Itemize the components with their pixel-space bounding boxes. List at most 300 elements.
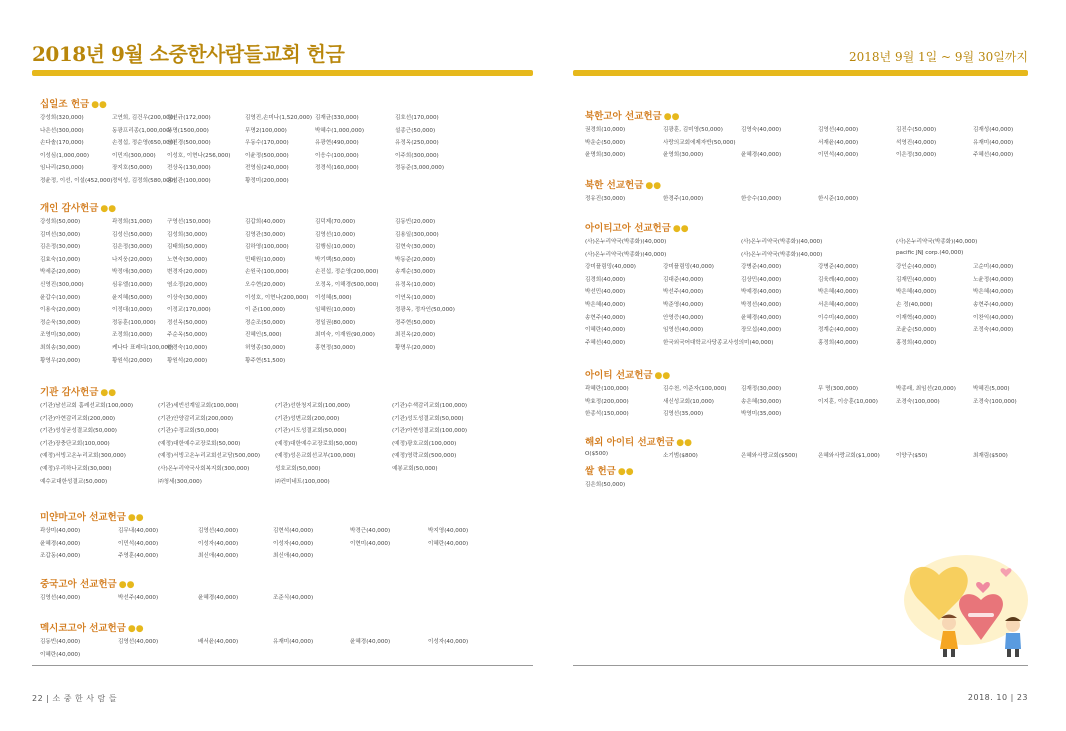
donor-entry: O($500)	[585, 451, 609, 457]
donor-entry: 박운순(50,000)	[585, 139, 626, 146]
donor-entry: 조갑동(40,000)	[40, 553, 81, 560]
donor-entry: 박정애(30,000)	[112, 269, 153, 276]
donor-entry: 김덕제(70,000)	[315, 219, 356, 225]
donor-entry: 박혜수(1,000,000)	[315, 127, 365, 134]
donor-row	[585, 250, 1028, 263]
donor-entry: 박정선(40,000)	[741, 301, 782, 308]
donor-entry: 황주현(51,500)	[245, 357, 286, 364]
donor-row	[40, 356, 533, 369]
donation-section	[40, 620, 533, 662]
donor-entry: 소기범($800)	[663, 453, 698, 459]
donor-entry: 이성심(1,000,000)	[40, 152, 90, 159]
donor-entry: 김영선(40,000)	[40, 595, 81, 601]
donor-entry: (예정)대한예수교장로회(50,000)	[275, 440, 358, 447]
donor-row	[40, 650, 533, 663]
section-title: 십일조 헌금 ●●	[40, 99, 107, 110]
donor-entry: 이정대(10,000)	[112, 307, 153, 314]
section-title: 멕시코고아 선교헌금 ●●	[40, 623, 144, 634]
donor-entry: (기관)남선교회 홈레선교회(100,000)	[40, 403, 134, 409]
donor-entry: 은혜와사랑교회($500)	[741, 453, 798, 459]
donor-row	[40, 330, 533, 343]
donor-entry: 케나다 표레디(100,000)	[112, 344, 174, 351]
donor-entry: 김용일(300,000)	[395, 231, 439, 238]
donor-entry: 홍정희(40,000)	[896, 339, 937, 346]
donor-entry: 정순욱(30,000)	[40, 319, 81, 326]
donor-entry: 박효정(200,000)	[585, 398, 629, 405]
donor-entry: 장모섭(40,000)	[741, 327, 782, 334]
donor-entry: 박선주(40,000)	[118, 595, 159, 601]
donor-entry: 허영종(30,000)	[245, 344, 286, 351]
donor-entry: 변경자(20,000)	[167, 269, 208, 276]
donor-entry: 석영진(40,000)	[896, 139, 937, 146]
donation-section	[40, 96, 533, 189]
donor-entry: 임혜원(10,000)	[315, 307, 356, 314]
donor-row	[40, 464, 533, 477]
donor-row	[585, 409, 1028, 422]
donor-entry: 최희송(30,000)	[40, 344, 81, 351]
donor-entry: 박혜진(5,000)	[973, 386, 1010, 392]
donor-entry: 이주희(300,000)	[395, 152, 439, 159]
donor-entry: 박종래, 최임선(20,000)	[896, 386, 956, 392]
section-title: 북한고아 선교헌금 ●●	[585, 111, 680, 122]
donor-entry: 김현석(40,000)	[273, 528, 314, 534]
donor-entry: 김재성(40,000)	[973, 127, 1014, 133]
donor-entry: 이성호, 이현나(200,000)	[245, 294, 309, 301]
donor-entry: (예정)서빙고온누리교회선교담(500,000)	[158, 453, 261, 460]
donor-entry: 김진수(50,000)	[896, 127, 937, 133]
donor-entry: 신진경(500,000)	[167, 140, 211, 147]
donor-entry: 박은혜(40,000)	[585, 301, 626, 308]
donor-entry: 김은정(30,000)	[112, 244, 153, 251]
donor-entry: 강인순(40,000)	[896, 264, 937, 271]
donor-entry: 정유진(30,000)	[585, 196, 626, 202]
donor-entry: 송계순(30,000)	[395, 269, 436, 276]
donor-entry: 유정옥(250,000)	[395, 140, 439, 147]
donor-entry: (사)온누리약국사회복지회(300,000)	[158, 465, 250, 472]
donor-row	[40, 255, 533, 268]
donor-entry: 이상숙(30,000)	[167, 294, 208, 301]
donor-entry: 정윤정, 이선, 이설(452,000)	[40, 177, 113, 184]
donor-entry: (예정)서빙고온누리교회(300,000)	[40, 453, 126, 460]
section-title: 쌀 헌금 ●●	[585, 466, 634, 477]
donor-entry: 김영진,손미나(1,520,000)	[245, 115, 313, 121]
donor-entry: pacific JNJ corp.(40,000)	[896, 249, 964, 256]
donor-entry: 최재림($500)	[973, 453, 1008, 459]
donor-entry: 김영숙(40,000)	[741, 127, 782, 133]
donor-entry: 주혜선(40,000)	[585, 339, 626, 346]
donor-row	[40, 426, 533, 439]
donor-entry: 성호교회(50,000)	[275, 465, 321, 472]
donor-entry: 무 명(300,000)	[818, 386, 859, 392]
donor-entry: 유정옥(10,000)	[395, 281, 436, 288]
donor-entry: 이성자(40,000)	[428, 639, 469, 645]
donor-row	[585, 262, 1028, 275]
donor-entry: 황영우(20,000)	[40, 357, 81, 364]
donor-entry: 염소정(20,000)	[167, 281, 208, 288]
donor-entry: 민태원(10,000)	[245, 256, 286, 263]
donor-entry: 정일권(80,000)	[315, 319, 356, 326]
donor-entry: 주영훈(40,000)	[118, 553, 159, 560]
donor-entry: (기관)시도성결교회(50,000)	[275, 428, 347, 435]
donor-entry: 유광현(490,000)	[315, 140, 359, 147]
donor-entry: 정경석(160,000)	[315, 165, 359, 172]
donor-entry: 강성희(50,000)	[40, 219, 81, 225]
donor-entry: (기관)수정교회(50,000)	[158, 428, 219, 435]
donor-entry: 김영관(30,000)	[245, 231, 286, 238]
donor-entry: 김은희(50,000)	[585, 482, 626, 488]
section-title: 북한 선교헌금 ●●	[585, 180, 662, 191]
donor-entry: 이양구($50)	[896, 453, 928, 459]
donor-entry: 최미숙, 이재원(90,000)	[315, 332, 375, 339]
donation-section	[40, 384, 533, 489]
donor-entry: 박은혜(40,000)	[896, 289, 937, 296]
donor-entry: 박선주(40,000)	[663, 289, 704, 296]
donor-entry: 진혜인(5,000)	[245, 332, 282, 339]
donor-entry: 조정희(10,000)	[112, 332, 153, 339]
donor-entry: 손다솔(170,000)	[40, 140, 84, 147]
donor-entry: 곽정희(31,000)	[112, 219, 153, 225]
donor-entry: 손원국(100,000)	[245, 269, 289, 276]
donor-row	[585, 397, 1028, 410]
donor-entry: (기관)아현감리교회(200,000)	[40, 415, 116, 422]
donor-row	[585, 237, 1028, 250]
donor-entry: 무명2(100,000)	[245, 127, 287, 134]
donor-row	[40, 305, 533, 318]
donor-entry: 박은혜(40,000)	[818, 289, 859, 296]
heart-children-illustration	[891, 545, 1041, 660]
donor-entry: 김갑희(40,000)	[245, 219, 286, 225]
donor-entry: 안영증(40,000)	[663, 314, 704, 321]
section-title: 해외 아이티 선교헌금 ●●	[585, 437, 692, 448]
donor-entry: 이응수(100,000)	[315, 152, 359, 159]
donor-entry: 한국외국어대학교사당종교사성의미(40,000)	[663, 339, 774, 346]
donor-entry: 최신애(40,000)	[198, 553, 239, 560]
donor-entry: 한경숙(10,000)	[167, 344, 208, 351]
donor-entry: (기관)선한청지교회(100,000)	[275, 403, 351, 409]
donation-section	[585, 220, 1028, 350]
donor-entry: 박준영(40,000)	[663, 301, 704, 308]
section-title: 아이티고아 선교헌금 ●●	[585, 223, 689, 234]
donor-entry: 유재미(40,000)	[273, 639, 314, 645]
donor-row	[585, 138, 1028, 151]
donor-row	[585, 325, 1028, 338]
donor-row	[585, 384, 1028, 397]
donor-entry: 김재정(30,000)	[741, 386, 782, 392]
title-bar	[573, 70, 1028, 76]
donor-entry: 이은정(30,000)	[896, 152, 937, 159]
donation-section	[40, 200, 533, 368]
donor-entry: 박동준(20,000)	[395, 256, 436, 263]
donor-row	[585, 287, 1028, 300]
donor-entry: 이연옥(10,000)	[395, 294, 436, 301]
donor-entry: 박선민(40,000)	[585, 289, 626, 296]
donor-entry: 김호선(170,000)	[395, 115, 439, 121]
donor-entry: (기관)아현성결교회(100,000)	[392, 428, 468, 435]
donor-entry: ㈜청세(300,000)	[158, 478, 202, 485]
donor-entry: 이혜란(40,000)	[40, 651, 81, 658]
donation-section	[585, 463, 1028, 493]
donor-entry: 김성희(30,000)	[167, 231, 208, 238]
donor-entry: 김재민(40,000)	[896, 276, 937, 283]
donor-entry: 김영선(40,000)	[118, 639, 159, 645]
donor-entry: 황명우(20,000)	[395, 344, 436, 351]
bullet-dots-icon: ●●	[663, 112, 680, 122]
donor-entry: 이수미(40,000)	[818, 314, 859, 321]
donor-entry: 윤혜경(40,000)	[741, 152, 782, 159]
donor-entry: 김동빈(40,000)	[40, 639, 81, 645]
section-title: 중국고아 선교헌금 ●●	[40, 579, 135, 590]
donor-entry: 정동훈(100,000)	[112, 319, 156, 326]
donor-entry: 정주현(50,000)	[395, 319, 436, 326]
donor-row	[40, 280, 533, 293]
donor-entry: 장지호(50,000)	[112, 165, 153, 172]
bullet-dots-icon: ●●	[91, 100, 107, 110]
donor-row	[40, 163, 533, 176]
donor-entry: 강미플림밍(40,000)	[663, 264, 714, 271]
donor-entry: 한경주(10,000)	[663, 196, 704, 202]
donor-entry: 황원석(20,000)	[167, 357, 208, 364]
donor-entry: 최신애(40,000)	[273, 553, 314, 560]
donor-row	[585, 480, 1028, 493]
donor-row	[40, 267, 533, 280]
donor-entry: 박지영(40,000)	[428, 528, 469, 534]
donor-entry: 김선규(172,000)	[167, 115, 211, 121]
bullet-dots-icon: ●●	[676, 438, 692, 448]
donor-entry: 구영선(150,000)	[167, 219, 211, 225]
donor-entry: 김육례(40,000)	[818, 276, 859, 283]
page-footer-left: 22 | 소 중 한 사 람 들	[32, 694, 118, 703]
donor-entry: 강성희(320,000)	[40, 115, 84, 121]
donor-row	[40, 451, 533, 464]
donor-entry: (사)온누리약국(박종화)(40,000)	[741, 251, 823, 258]
donor-entry: 곽혜란(100,000)	[585, 386, 629, 392]
donor-row	[585, 300, 1028, 313]
donor-entry: 강미플림밍(40,000)	[585, 264, 636, 271]
donor-entry: 김동빈(20,000)	[395, 219, 436, 225]
donor-entry: 조준식(40,000)	[273, 595, 314, 601]
donor-entry: 조윤순(50,000)	[896, 327, 937, 334]
donor-entry: 이현미(40,000)	[350, 540, 391, 547]
donor-entry: 강병준(40,000)	[818, 264, 859, 271]
date-range: 2018년 9월 1일 ~ 9월 30일까지	[849, 50, 1028, 64]
donor-entry: 김무내(40,000)	[118, 528, 159, 534]
donor-entry: (사)온누리약국(박종화)(40,000)	[896, 239, 978, 245]
donor-entry: (예정)성은교회선교부(100,000)	[275, 453, 356, 460]
section-title: 미얀마고아 선교헌금 ●●	[40, 512, 144, 523]
donor-entry: (예정)광호교회(100,000)	[392, 440, 457, 447]
donor-entry: 오정옥, 이해경(500,000)	[315, 281, 379, 288]
donor-entry: 이재혁(40,000)	[896, 314, 937, 321]
donor-entry: (사)온누리약국(박종화)(40,000)	[741, 239, 823, 245]
donor-row	[40, 477, 533, 490]
donor-entry: 나은선(300,000)	[40, 127, 84, 134]
donor-entry: 윤혜경(40,000)	[350, 639, 391, 645]
donor-entry: 설종근(50,000)	[395, 127, 436, 134]
donor-entry: 윤영희(30,000)	[663, 152, 704, 159]
donor-row	[585, 451, 1028, 464]
bullet-dots-icon: ●●	[617, 467, 634, 477]
donor-entry: (기관)성도성결교회(50,000)	[392, 415, 464, 422]
donor-entry: 최진옥(20,000)	[395, 332, 436, 339]
donor-entry: 이용숙(20,000)	[40, 307, 81, 314]
donor-entry: 이민석(40,000)	[118, 540, 159, 547]
donor-entry: (예정)영락교회(500,000)	[392, 453, 457, 460]
donor-entry: 이지훈, 이승훈(10,000)	[818, 398, 878, 405]
donor-entry: 홍성관(100,000)	[167, 177, 211, 184]
donor-entry: 황원석(20,000)	[112, 357, 153, 364]
donor-row	[40, 526, 533, 539]
donor-row	[40, 293, 533, 306]
donor-row	[585, 338, 1028, 351]
donor-entry: 전상옥(130,000)	[167, 165, 211, 172]
donor-entry: (예정)우리하나교회(30,000)	[40, 465, 112, 472]
donor-row	[40, 593, 533, 606]
donor-entry: ㈜컨미네트(100,000)	[275, 478, 330, 485]
donor-entry: 이성혜(5,000)	[315, 294, 352, 301]
donor-entry: 정광옥, 정자인(50,000)	[395, 307, 455, 314]
donor-row	[585, 275, 1028, 288]
bullet-dots-icon: ●●	[118, 580, 135, 590]
donation-section	[585, 434, 1028, 464]
donor-entry: 예수교대한성결교(50,000)	[40, 478, 108, 485]
donor-entry: 한종석(150,000)	[585, 411, 629, 418]
donor-entry: (기관)수색감리교회(100,000)	[392, 403, 468, 409]
donor-entry: 김미선(30,000)	[40, 231, 81, 238]
donor-entry: 주순옥(50,000)	[167, 332, 208, 339]
donor-entry: 나지웅(20,000)	[112, 256, 153, 263]
donor-entry: 김은정(30,000)	[40, 244, 81, 251]
donor-entry: 윤명희(30,000)	[585, 152, 626, 159]
donor-entry: 서은혜(40,000)	[818, 301, 859, 308]
donor-row	[585, 125, 1028, 138]
donation-section	[40, 509, 533, 564]
donor-entry: (기관)세빈선계일교회(100,000)	[158, 403, 239, 409]
bullet-dots-icon: ●●	[672, 224, 689, 234]
donor-row	[40, 113, 533, 126]
donor-entry: 김재균(330,000)	[315, 115, 359, 121]
section-title: 개인 감사헌금 ●●	[40, 203, 117, 214]
donor-entry: 김수천, 이준자(100,000)	[663, 386, 727, 392]
donor-entry: 임나리(250,000)	[40, 165, 84, 172]
donor-entry: 이윤정(500,000)	[245, 152, 289, 159]
donor-entry: 조경숙(100,000)	[896, 398, 940, 405]
donor-entry: 홍정희(40,000)	[818, 339, 859, 346]
donor-entry: 곽상미(40,000)	[40, 528, 81, 534]
donor-entry: 정익성, 김정희(580,000)	[112, 177, 176, 184]
donor-row	[40, 414, 533, 427]
donor-entry: 김영선(10,000)	[315, 231, 356, 238]
bullet-dots-icon: ●●	[127, 513, 144, 523]
donor-row	[40, 138, 533, 151]
donor-row	[40, 318, 533, 331]
donor-entry: 김태희(50,000)	[167, 244, 208, 251]
donor-row	[40, 551, 533, 564]
donor-entry: 김효숙(10,000)	[40, 256, 81, 263]
donor-entry: 윤갑수(10,000)	[40, 294, 81, 301]
donor-row	[40, 343, 533, 356]
donor-entry: 고순미(40,000)	[973, 264, 1014, 271]
donor-entry: 이민석(40,000)	[818, 152, 859, 159]
donor-entry: 김광훈, 김미영(50,000)	[663, 127, 723, 133]
donor-row	[585, 194, 1028, 207]
donor-entry: (기관)성성굳성결교회(50,000)	[40, 428, 117, 435]
donor-entry: (사)온누리약국(박종화)(40,000)	[585, 251, 667, 258]
donor-entry: 노윤정(40,000)	[973, 276, 1014, 283]
donation-section	[585, 367, 1028, 422]
donor-entry: 송현주(40,000)	[585, 314, 626, 321]
donor-entry: 조영미(30,000)	[40, 332, 81, 339]
donor-row	[40, 217, 533, 230]
donor-row	[40, 401, 533, 414]
donor-entry: 이 준(100,000)	[245, 307, 286, 314]
donor-entry: 김하영(100,000)	[245, 244, 289, 251]
donor-entry: 송은혜(30,000)	[741, 398, 782, 405]
donor-entry: (기관)장충단교회(100,000)	[40, 440, 110, 447]
donation-section	[40, 576, 533, 606]
donor-entry: (사)온누리약국(박종화)(40,000)	[585, 239, 667, 245]
donor-row	[40, 151, 533, 164]
bottom-divider	[573, 665, 1028, 666]
donor-entry: 서재윤(40,000)	[818, 139, 859, 146]
bullet-dots-icon: ●●	[100, 388, 117, 398]
donor-entry: 김대준(40,000)	[663, 276, 704, 283]
bottom-divider	[32, 665, 533, 666]
donor-entry: 무명(1500,000)	[167, 127, 209, 134]
donor-entry: 황정미(200,000)	[245, 177, 289, 184]
title-bar	[32, 70, 533, 76]
donor-entry: 박세준(20,000)	[40, 269, 81, 276]
donor-entry: 유재미(40,000)	[973, 139, 1014, 146]
page-title: 2018년 9월 소중한사람들교회 헌금	[32, 42, 345, 66]
donor-entry: (기관)안양감리교회(200,000)	[158, 415, 234, 422]
donor-row	[585, 313, 1028, 326]
donor-entry: 김상민(40,000)	[741, 276, 782, 283]
donor-entry: 손진섭, 정순영(200,000)	[315, 269, 379, 276]
donor-entry: 정선옥(50,000)	[167, 319, 208, 326]
donor-entry: 윤혜경(40,000)	[741, 314, 782, 321]
donor-entry: 박기백(50,000)	[315, 256, 356, 263]
donor-entry: 이찬익(40,000)	[973, 314, 1014, 321]
donor-entry: 노현숙(30,000)	[167, 256, 208, 263]
donor-entry: 권경희(10,000)	[585, 127, 626, 133]
donor-entry: 김영선(40,000)	[818, 127, 859, 133]
donor-entry: 박경근(40,000)	[350, 528, 391, 534]
donor-entry: 김영선(40,000)	[198, 528, 239, 534]
donor-entry: 임영선(40,000)	[663, 327, 704, 334]
donor-entry: 한시준(10,000)	[818, 196, 859, 202]
donor-entry: 주혜선(40,000)	[973, 152, 1014, 159]
donor-entry: 이혜란(40,000)	[585, 327, 626, 334]
donor-entry: 예봉교회(50,000)	[392, 465, 438, 472]
donor-entry: 이정교(170,000)	[167, 307, 211, 314]
donor-entry: 이성자(40,000)	[198, 540, 239, 547]
bullet-dots-icon: ●●	[654, 371, 671, 381]
donor-entry: 박영미(35,000)	[741, 411, 782, 418]
donor-entry: (예정)대한예수교장로회(50,000)	[158, 440, 241, 447]
section-title: 아이티 선교헌금 ●●	[585, 370, 671, 381]
donor-entry: 우동수(170,000)	[245, 140, 289, 147]
donor-entry: 조정숙(40,000)	[973, 327, 1014, 334]
donor-entry: 이성호, 이현나(256,000)	[167, 152, 231, 159]
donor-entry: 동광프리종(1,000,000)	[112, 127, 172, 134]
donor-entry: 김현숙(30,000)	[395, 244, 436, 251]
page-footer-right: 2018. 10 | 23	[967, 693, 1028, 702]
donation-section	[585, 108, 1028, 163]
donor-entry: 이민지(300,000)	[112, 152, 156, 159]
donor-row	[40, 176, 533, 189]
donor-entry: 심유엘(10,000)	[112, 281, 153, 288]
donor-entry: 조경숙(100,000)	[973, 398, 1017, 405]
